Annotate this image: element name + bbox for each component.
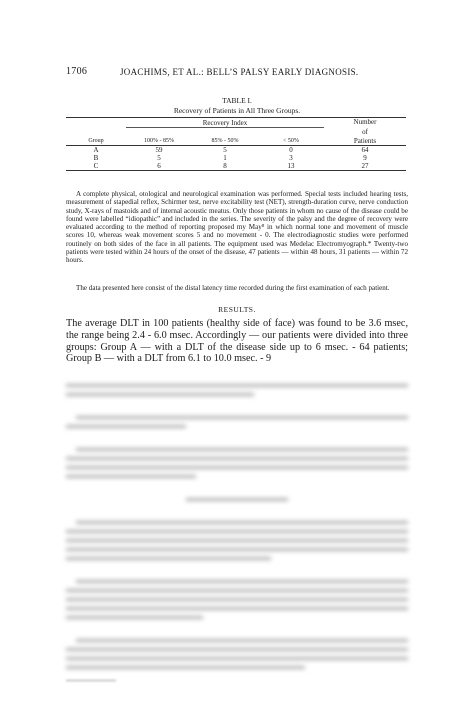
table-cell: 9 [363, 154, 367, 162]
table-cell: 59 [155, 146, 163, 154]
number-header-line3: Patients [324, 137, 406, 146]
column-header: 100% - 85% [126, 137, 192, 146]
table-subtitle: Recovery of Patients in All Three Groups. [173, 106, 301, 115]
footnote-rule [66, 680, 116, 681]
table-cell: 6 [126, 162, 192, 171]
number-header-line2: of [362, 127, 368, 136]
column-header: < 50% [258, 137, 324, 146]
table-cell: 27 [324, 162, 406, 171]
methods-paragraph: A complete physical, otological and neurological examination was performed. Special tests included hearing tests, measurement of stapedial reflex, Schirmer test, nerve excitability test (NET), strength-duration curve, nerve conduction study, X-rays of mastoids and of internal acoustic meatus. Only those patients in whom no cause of the disease could be found were labelled “idiopathic” and included in the series. The severity of the palsy and the degree of recovery were evaluated according to the method of reporting proposed my May⁸ in which normal tone and movement of muscle scores 10, whereas weak movement scores 5 and no movement - 0. The electrodiagnostic studies were performed routinely on both sides of the face in all patients. The equipment used was Medelac Electromyograph.* Twenty-two patients were tested within 24 hours of the onset of the disease, 47 patients — within 48 hours, 31 patients — within 72 hours. [66, 190, 408, 265]
running-head-title: JOACHIMS, ET AL.: BELL’S PALSY EARLY DIAGNOSIS. [120, 67, 359, 77]
table-row [66, 154, 406, 162]
table-cell: 0 [289, 146, 293, 154]
table-cell: 5 [157, 154, 161, 162]
recovery-index-header: Recovery Index [126, 118, 324, 128]
table-row [66, 162, 406, 171]
column-header: 85% - 50% [192, 137, 258, 146]
table-cell: 64 [361, 146, 369, 154]
table-cell: 1 [223, 154, 227, 162]
group-header: Group [66, 137, 126, 146]
table-cell: 5 [223, 146, 227, 154]
table-cell: 8 [192, 162, 258, 171]
table-title: TABLE I. [222, 96, 252, 105]
data-paragraph: The data presented here consist of the distal latency time recorded during the first examination of each patient. [76, 284, 390, 292]
number-header-line1: Number [353, 118, 377, 127]
blurred-text-region [66, 378, 408, 675]
table-cell: 3 [289, 154, 293, 162]
table-row [66, 146, 406, 155]
results-text: The average DLT in 100 patients (healthy side of face) was found to be 3.6 msec, the range being 2.4 - 6.0 msec. Accordingly — our patients were divided into three groups: Group A — with a DLT of the disease side up to 6 msec. - 64 patients; Group B — with a DLT from 6.1 to 10.0 msec. - 9 [66, 318, 408, 365]
recovery-table [66, 117, 406, 171]
group-cell: C [66, 162, 126, 171]
page-number: 1706 [66, 66, 88, 77]
table-cell: 13 [258, 162, 324, 171]
results-heading: RESULTS. [218, 305, 256, 314]
results-paragraph [66, 318, 408, 365]
group-cell: A [93, 146, 99, 154]
group-cell: B [93, 154, 99, 162]
